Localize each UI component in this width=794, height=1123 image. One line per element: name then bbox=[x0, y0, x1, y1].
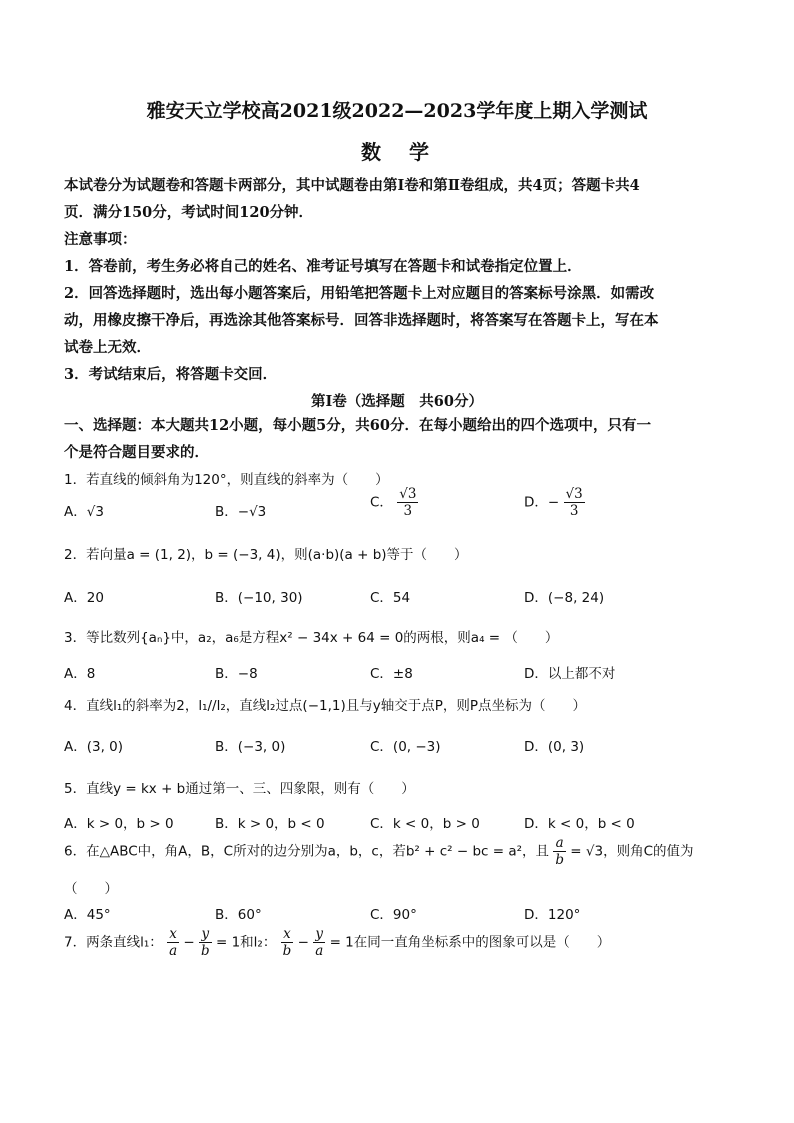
fraction-denominator: a bbox=[315, 943, 324, 959]
fraction bbox=[313, 926, 325, 959]
option-a: A．k > 0，b > 0 bbox=[64, 816, 174, 832]
option-label: D．− bbox=[524, 494, 560, 511]
fraction-denominator: b bbox=[555, 852, 564, 868]
note-item: 1．答卷前，考生务必将自己的姓名、准考证号填写在答题卡和试卷指定位置上． bbox=[64, 258, 582, 275]
fraction bbox=[397, 486, 418, 519]
option-b: B．(−3, 0) bbox=[215, 739, 286, 755]
fraction bbox=[167, 926, 179, 959]
notes-heading: 注意事项： bbox=[64, 231, 137, 248]
note-item: 2．回答选择题时，选出每小题答案后，用铅笔把答题卡上对应题目的答案标号涂黑．如需改 bbox=[64, 285, 655, 302]
question-stem: 3．等比数列{aₙ}中，a₂，a₆是方程x² − 34x + 64 = 0的两根，则a₄ = （ ） bbox=[64, 630, 559, 646]
option-d bbox=[524, 486, 585, 519]
stem-text: 7．两条直线l₁： bbox=[64, 934, 163, 951]
option-c: C．54 bbox=[370, 590, 411, 606]
fraction-denominator: b bbox=[282, 943, 292, 959]
fraction-numerator: y bbox=[313, 926, 325, 943]
option-a: A．√3 bbox=[64, 504, 104, 520]
question-stem: 1．若直线的倾斜角为120°，则直线的斜率为（ ） bbox=[64, 472, 389, 488]
fraction bbox=[553, 835, 566, 868]
fraction bbox=[281, 926, 294, 959]
fraction-denominator: 3 bbox=[403, 503, 413, 519]
option-c: C．(0, −3) bbox=[370, 739, 441, 755]
option-d: D．(0, 3) bbox=[524, 739, 585, 755]
option-b: B．−8 bbox=[215, 666, 258, 682]
stem-text: = √3，则角C的值为 bbox=[570, 843, 694, 860]
intro-line: 本试卷分为试题卷和答题卡两部分，其中试题卷由第Ⅰ卷和第Ⅱ卷组成，共4页；答题卡共4 bbox=[64, 177, 640, 194]
stem-text: = 1和l₂： bbox=[215, 934, 277, 951]
option-c: C．±8 bbox=[370, 666, 413, 682]
exam-title: 雅安天立学校高2021级2022—2023学年度上期入学测试 bbox=[146, 100, 648, 122]
fraction bbox=[199, 926, 212, 959]
option-d: D．120° bbox=[524, 907, 581, 923]
option-b: B．−√3 bbox=[215, 504, 267, 520]
section-title: 第Ⅰ卷（选择题 共60分） bbox=[311, 393, 483, 410]
fraction-denominator: a bbox=[169, 943, 178, 959]
option-d: D．(−8, 24) bbox=[524, 590, 605, 606]
note-item: 3．考试结束后，将答题卡交回． bbox=[64, 366, 278, 383]
question-stem: 4．直线l₁的斜率为2，l₁//l₂，直线l₂过点(−1,1)且与y轴交于点P，则P点坐标为（ ） bbox=[64, 698, 587, 714]
fraction bbox=[564, 486, 585, 519]
option-c: C．k < 0，b > 0 bbox=[370, 816, 480, 832]
fraction-denominator: b bbox=[201, 943, 210, 959]
option-a: A．8 bbox=[64, 666, 96, 682]
stem-text: − bbox=[297, 934, 309, 951]
question-stem: 2．若向量a = (1, 2)，b = (−3, 4)，则(a·b)(a + b)等于（ ） bbox=[64, 547, 468, 563]
option-b: B．k > 0，b < 0 bbox=[215, 816, 325, 832]
subject-title: 数 学 bbox=[361, 140, 433, 164]
option-d: D．以上都不对 bbox=[524, 666, 616, 682]
option-c: C．90° bbox=[370, 907, 417, 923]
fraction-numerator: √3 bbox=[399, 486, 417, 502]
question-stem: 5．直线y = kx + b通过第一、三、四象限，则有（ ） bbox=[64, 781, 415, 797]
option-a: A．20 bbox=[64, 590, 104, 606]
note-item: 动，用橡皮擦干净后，再选涂其他答案标号．回答非选择题时，将答案写在答题卡上，写在本 bbox=[64, 312, 659, 329]
option-b: B．(−10, 30) bbox=[215, 590, 303, 606]
option-b: B．60° bbox=[215, 907, 262, 923]
note-item: 试卷上无效． bbox=[64, 339, 151, 356]
stem-text: − bbox=[183, 934, 195, 951]
intro-line: 页．满分150分，考试时间120分钟． bbox=[64, 204, 314, 221]
option-d: D．k < 0，b < 0 bbox=[524, 816, 635, 832]
fraction-numerator: x bbox=[281, 926, 294, 943]
fraction-numerator: a bbox=[553, 835, 566, 852]
question-stem bbox=[64, 926, 610, 959]
option-c bbox=[370, 486, 418, 519]
fraction-numerator: x bbox=[167, 926, 179, 943]
stem-text: 6．在△ABC中，角A，B，C所对的边分别为a，b，c，若b² + c² − bc = a²，且 bbox=[64, 843, 550, 860]
fraction-denominator: 3 bbox=[569, 503, 579, 519]
option-a: A．(3, 0) bbox=[64, 739, 124, 755]
question-stem-cont: （ ） bbox=[64, 881, 118, 897]
stem-text: = 1在同一直角坐标系中的图象可以是（ ） bbox=[329, 934, 611, 951]
fraction-numerator: √3 bbox=[565, 486, 583, 502]
section-desc: 一、选择题：本大题共12小题，每小题5分，共60分．在每小题给出的四个选项中，只有一 bbox=[64, 417, 651, 434]
option-a: A．45° bbox=[64, 907, 111, 923]
option-label: C． bbox=[370, 494, 393, 511]
question-stem bbox=[64, 835, 694, 868]
fraction-numerator: y bbox=[199, 926, 212, 943]
section-desc: 个是符合题目要求的． bbox=[64, 444, 209, 461]
